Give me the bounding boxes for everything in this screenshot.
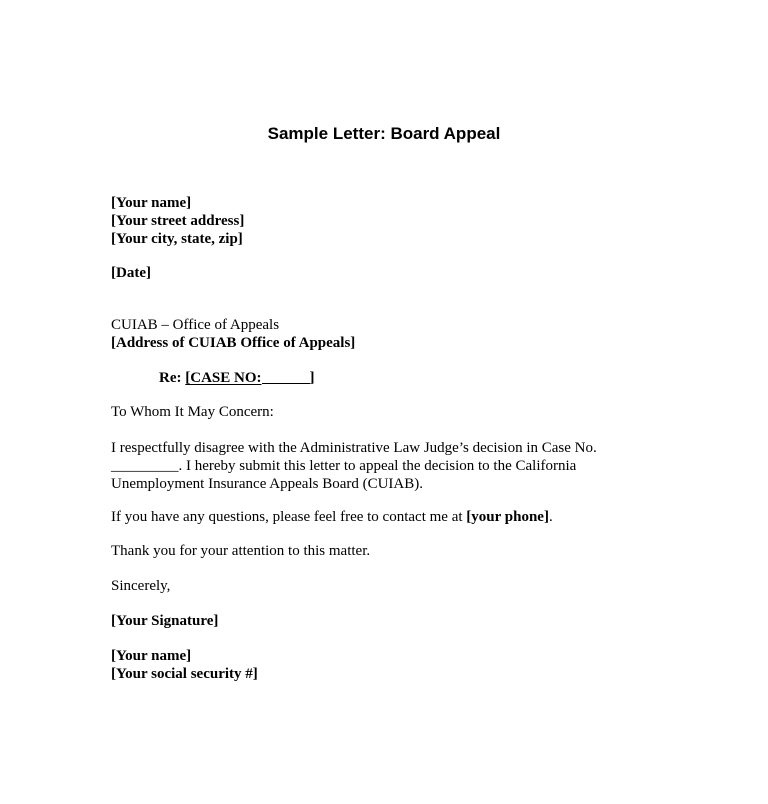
recipient-address: [Address of CUIAB Office of Appeals]	[111, 335, 356, 351]
recipient-office: CUIAB – Office of Appeals	[111, 317, 280, 333]
re-label: Re:	[159, 370, 186, 386]
body-paragraph-2	[111, 508, 553, 526]
case-number-close: ]	[309, 370, 315, 386]
case-number-blank	[262, 369, 310, 384]
sender-street: [Your street address]	[111, 213, 245, 229]
contact-phone: [your phone]	[466, 509, 549, 525]
closing: Sincerely,	[111, 578, 171, 594]
sender-name: [Your name]	[111, 195, 192, 211]
sender-city: [Your city, state, zip]	[111, 231, 243, 247]
contact-end: .	[548, 509, 553, 525]
contact-text: If you have any questions, please feel free to contact me at	[111, 509, 467, 525]
body-paragraph-1-line-3: Unemployment Insurance Appeals Board (CUIAB).	[111, 476, 424, 492]
page-title: Sample Letter: Board Appeal	[267, 124, 501, 143]
body-paragraph-3: Thank you for your attention to this matter.	[111, 543, 371, 559]
letter-date: [Date]	[111, 265, 151, 281]
footer-ssn: [Your social security #]	[111, 666, 258, 682]
case-number-label: [CASE NO:	[185, 370, 262, 386]
body-paragraph-1-line-2: _________. I hereby submit this letter to appeal the decision to the California	[111, 458, 577, 474]
footer-name: [Your name]	[111, 648, 192, 664]
re-line	[159, 369, 315, 387]
salutation: To Whom It May Concern:	[111, 404, 274, 420]
signature: [Your Signature]	[111, 613, 219, 629]
body-paragraph-1-line-1: I respectfully disagree with the Administrative Law Judge’s decision in Case No.	[111, 440, 597, 456]
